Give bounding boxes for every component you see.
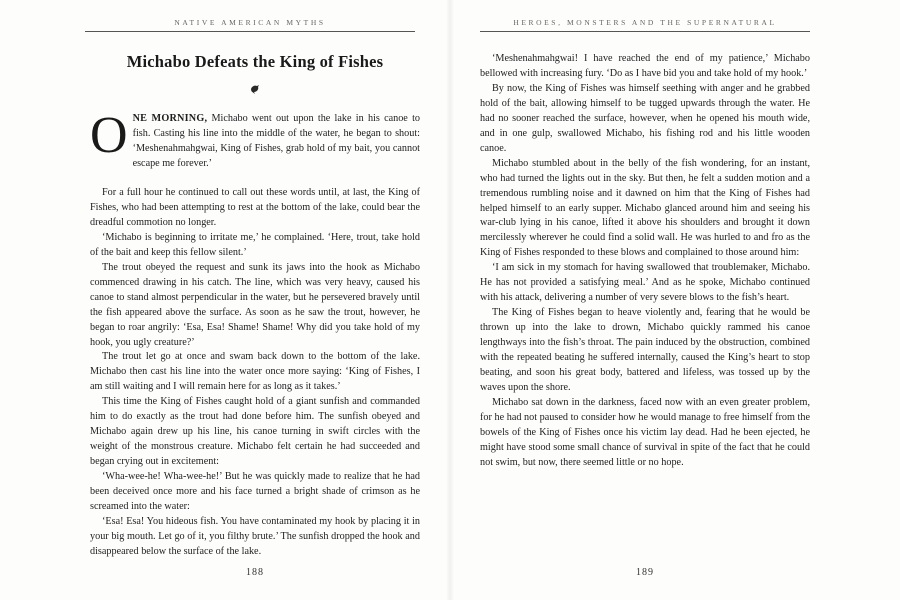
opening-paragraph — [90, 107, 421, 172]
paragraph: ‘Meshenahmahgwai! I have reached the end of my patience,’ Michabo bellowed with increasing fury. ‘Do as I have bid you and take hold of my hook.’ — [480, 53, 810, 79]
paragraph: This time the King of Fishes caught hold of a giant sunfish and commanded him to do exactly as the trout had done before him. The sunfish obeyed and Michabo again drew up his line, his canoe turning in swift circles with the weight of the monstrous creature. Michabo felt certain he had succeeded and began crying out in excitement: — [90, 396, 420, 468]
paragraph: For a full hour he continued to call out these words until, at last, the King of Fishes, who had been attempting to rest at the bottom of the lake, could bear the dreadful commotion no longer. — [90, 187, 420, 228]
header-rule — [480, 31, 810, 32]
page-number: 189 — [636, 567, 654, 578]
lead-in: NE MORNING, — [132, 113, 208, 124]
running-head: HEROES, MONSTERS AND THE SUPERNATURAL — [513, 18, 777, 27]
paragraph: The trout let go at once and swam back down to the bottom of the lake. Michabo then cast his line into the water once more saying: ‘King of Fishes, I am still waiting and I will remain here for as long as it takes.’ — [90, 351, 420, 393]
paragraph: ‘I am sick in my stomach for having swallowed that troublemaker, Michabo. He has not provided a satisfying meal.’ And as he spoke, Michabo continued with his attack, delivering a number of very severe blows to the fish’s heart. — [480, 262, 810, 304]
paragraph: The King of Fishes began to heave violently and, fearing that he would be thrown up into the lake to drown, Michabo quickly rammed his canoe lengthways into the fish’s throat. The pain induced by the obstruction, combined with the repeated beating he suffered internally, caused the King’s heart to stop beating, and soon his great body, battered and lifeless, was tossed up by the waves upon the shore. — [480, 307, 810, 393]
chapter-title: Michabo Defeats the King of Fishes — [126, 52, 384, 71]
paragraph: Michabo sat down in the darkness, faced now with an even greater problem, for he had not paused to consider how he would manage to free himself from the bowels of the King of Fishes once his victim lay dead. Had he been ejected, he might have stood some small chance of survival in spite of the fact that he could not swim, but now, there seemed little or no hope. — [480, 396, 810, 468]
right-body-text — [480, 52, 810, 471]
paragraph: By now, the King of Fishes was himself seething with anger and he grabbed hold of the bait, allowing himself to be tugged upwards through the water. He had no sooner reached the surface, however, when he opened his mouth wide, and in one gulp, swallowed Michabo, his fishing rod and his little wooden canoe. — [480, 82, 810, 154]
running-head: NATIVE AMERICAN MYTHS — [174, 18, 326, 27]
header-rule — [85, 31, 415, 32]
right-page — [450, 0, 900, 600]
bird-ornament-icon — [249, 83, 261, 95]
paragraph: ‘Esa! Esa! You hideous fish. You have contaminated my hook by placing it in your big mouth. Let go of it, you filthy brute.’ The sunfish dropped the hook and disappeared below the surface of the lake. — [90, 515, 420, 557]
paragraph: ‘Wha-wee-he! Wha-wee-he!’ But he was quickly made to realize that he had been deceived once more and his face turned a bright shade of crimson as he screamed into the water: — [90, 471, 420, 513]
left-body-text — [90, 186, 420, 560]
paragraph: ‘Michabo is beginning to irritate me,’ he complained. ‘Here, trout, take hold of the bait and keep this fellow silent.’ — [90, 231, 420, 258]
drop-cap: O — [90, 107, 128, 164]
paragraph: Michabo stumbled about in the belly of the fish wondering, for an instant, who had turned the lights out in the sky. But then, he felt a sudden motion and a tremendous rumbling noise and it dawned on him that the King of Fishes had helped himself to an early supper. Michabo glanced around him and seeing his war-club lying in his canoe, lifted it above his shoulders and brought it down mercilessly wherever he could find a solid wall. He was hurled to and fro as the King of Fishes responded to these blows and complained to those around him: — [480, 157, 810, 259]
opening-text: Michabo went out upon the lake in his canoe to fish. Casting his line into the middle of the water, he began to shout: ‘Meshenahmahgwai, King of Fishes, grab hold of my bait, you cannot escape me forever.’ — [132, 113, 421, 169]
paragraph: The trout obeyed the request and sunk its jaws into the hook as Michabo commenced drawing in his catch. The line, which was very heavy, caused his canoe to stand almost perpendicular in the water, but he persevered bravely until the fish appeared above the surface. As soon as he saw the trout, however, he began to roar angrily: ‘Esa, Esa! Shame! Shame! Why did you take hold of my hook, you ugly creature?’ — [90, 261, 420, 348]
page-number: 188 — [246, 567, 264, 578]
